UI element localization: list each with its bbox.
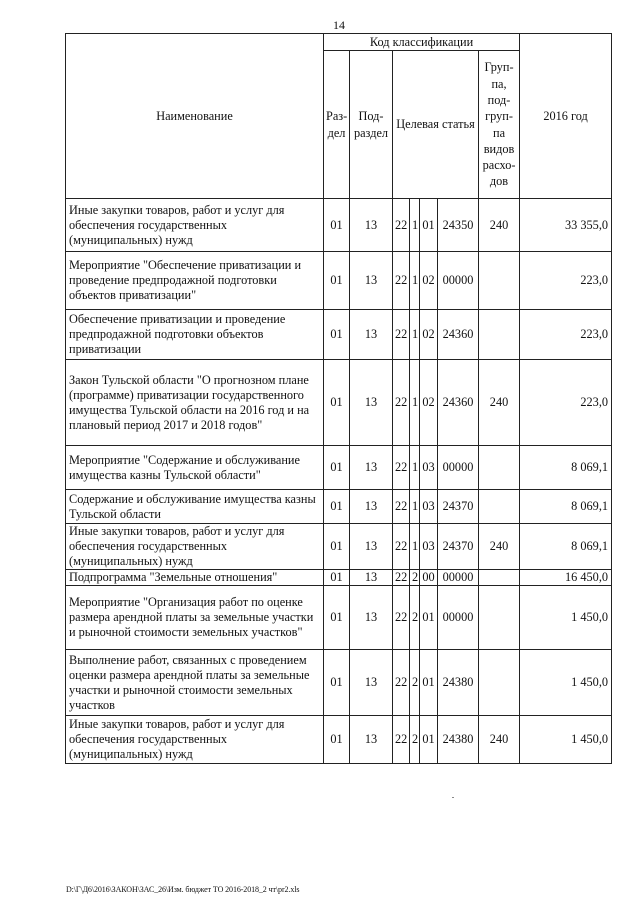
- row-podrazdel: 13: [350, 524, 393, 570]
- row-target-subprogram: 2: [410, 716, 420, 764]
- row-razdel: 01: [324, 524, 350, 570]
- row-name: Закон Тульской области "О прогнозном плане (программе) приватизации государственного имущества Тульской области на 2016 год и на плановый период 2017 и 2018 годов": [66, 360, 324, 446]
- table-row: [66, 360, 612, 446]
- table-row: [66, 570, 612, 586]
- row-razdel: 01: [324, 650, 350, 716]
- row-name: Выполнение работ, связанных с проведением оценки размера арендной платы за земельные участки и рыночной стоимости земельных участков: [66, 650, 324, 716]
- row-target-direction: 24360: [438, 310, 479, 360]
- row-expense-type: 240: [479, 360, 520, 446]
- row-razdel: 01: [324, 716, 350, 764]
- row-podrazdel: 13: [350, 252, 393, 310]
- row-target-subprogram: 2: [410, 650, 420, 716]
- row-target-subprogram: 1: [410, 524, 420, 570]
- row-target-event: 03: [420, 490, 438, 524]
- table-row: [66, 310, 612, 360]
- row-target-program: 22: [393, 360, 410, 446]
- row-razdel: 01: [324, 490, 350, 524]
- row-name: Иные закупки товаров, работ и услуг для обеспечения государственных (муниципальных) нужд: [66, 199, 324, 252]
- row-target-subprogram: 1: [410, 446, 420, 490]
- budget-table: [65, 33, 612, 764]
- header-subsection-text: Под- раздел: [353, 109, 389, 140]
- row-target-event: 02: [420, 310, 438, 360]
- row-amount: 8 069,1: [520, 490, 612, 524]
- row-podrazdel: 13: [350, 586, 393, 650]
- row-name: Мероприятие "Организация работ по оценке размера арендной платы за земельные участки и рыночной стоимости земельных участков": [66, 586, 324, 650]
- row-target-subprogram: 2: [410, 570, 420, 586]
- row-podrazdel: 13: [350, 490, 393, 524]
- row-target-program: 22: [393, 570, 410, 586]
- table-row: [66, 490, 612, 524]
- row-expense-type: [479, 586, 520, 650]
- header-row-1: [66, 34, 612, 51]
- row-amount: 1 450,0: [520, 586, 612, 650]
- row-target-subprogram: 1: [410, 490, 420, 524]
- row-target-event: 00: [420, 570, 438, 586]
- row-target-event: 01: [420, 586, 438, 650]
- row-amount: 33 355,0: [520, 199, 612, 252]
- row-target-program: 22: [393, 199, 410, 252]
- header-target-item: Целевая статья: [393, 51, 479, 199]
- row-target-program: 22: [393, 310, 410, 360]
- row-target-event: 03: [420, 446, 438, 490]
- row-expense-type: 240: [479, 199, 520, 252]
- page-number: 14: [333, 18, 345, 32]
- row-razdel: 01: [324, 199, 350, 252]
- row-target-event: 01: [420, 650, 438, 716]
- header-expense-group-text: Груп- па, под- груп- па видов расхо- дов: [482, 60, 516, 189]
- row-target-direction: 00000: [438, 570, 479, 586]
- row-target-program: 22: [393, 252, 410, 310]
- row-target-direction: 24370: [438, 490, 479, 524]
- row-podrazdel: 13: [350, 310, 393, 360]
- row-amount: 1 450,0: [520, 650, 612, 716]
- row-amount: 223,0: [520, 360, 612, 446]
- row-target-direction: 24370: [438, 524, 479, 570]
- header-classification-code: Код классификации: [324, 34, 520, 51]
- row-name: Иные закупки товаров, работ и услуг для обеспечения государственных (муниципальных) нужд: [66, 716, 324, 764]
- row-target-program: 22: [393, 716, 410, 764]
- row-target-event: 03: [420, 524, 438, 570]
- row-target-event: 02: [420, 252, 438, 310]
- header-year: 2016 год: [520, 34, 612, 199]
- row-expense-type: [479, 650, 520, 716]
- row-name: Мероприятие "Обеспечение приватизации и проведение предпродажной подготовки объектов приватизации": [66, 252, 324, 310]
- table-row: [66, 446, 612, 490]
- row-expense-type: [479, 570, 520, 586]
- row-name: Обеспечение приватизации и проведение предпродажной подготовки объектов приватизации: [66, 310, 324, 360]
- header-subsection: [350, 51, 393, 199]
- row-target-program: 22: [393, 650, 410, 716]
- row-target-direction: 24350: [438, 199, 479, 252]
- row-amount: 223,0: [520, 252, 612, 310]
- row-podrazdel: 13: [350, 650, 393, 716]
- row-expense-type: 240: [479, 716, 520, 764]
- row-razdel: 01: [324, 252, 350, 310]
- row-podrazdel: 13: [350, 716, 393, 764]
- row-target-program: 22: [393, 446, 410, 490]
- table-row: [66, 650, 612, 716]
- row-target-event: 01: [420, 716, 438, 764]
- row-amount: 8 069,1: [520, 524, 612, 570]
- row-target-direction: 24360: [438, 360, 479, 446]
- table-row: [66, 586, 612, 650]
- table-row: [66, 252, 612, 310]
- row-name: Подпрограмма "Земельные отношения": [66, 570, 324, 586]
- row-target-event: 01: [420, 199, 438, 252]
- row-target-direction: 24380: [438, 716, 479, 764]
- header-expense-group: [479, 51, 520, 199]
- row-target-subprogram: 1: [410, 310, 420, 360]
- row-target-subprogram: 2: [410, 586, 420, 650]
- row-target-direction: 24380: [438, 650, 479, 716]
- header-name: Наименование: [66, 34, 324, 199]
- table-row: [66, 524, 612, 570]
- row-expense-type: [479, 490, 520, 524]
- row-target-event: 02: [420, 360, 438, 446]
- row-target-direction: 00000: [438, 252, 479, 310]
- row-name: Иные закупки товаров, работ и услуг для обеспечения государственных (муниципальных) нужд: [66, 524, 324, 570]
- row-name: Содержание и обслуживание имущества казны Тульской области: [66, 490, 324, 524]
- row-amount: 8 069,1: [520, 446, 612, 490]
- scan-speck: [452, 797, 454, 798]
- row-amount: 16 450,0: [520, 570, 612, 586]
- row-expense-type: [479, 446, 520, 490]
- row-target-program: 22: [393, 490, 410, 524]
- header-section-text: Раз- дел: [326, 109, 348, 140]
- footer-file-path: D:\Г\Д6\2016\ЗАКОН\ЗАС_26\Изм. бюджет ТО 2016-2018_2 чт\pr2.xls: [66, 885, 300, 894]
- row-expense-type: 240: [479, 524, 520, 570]
- row-amount: 223,0: [520, 310, 612, 360]
- row-target-program: 22: [393, 586, 410, 650]
- row-razdel: 01: [324, 310, 350, 360]
- row-podrazdel: 13: [350, 360, 393, 446]
- table-row: [66, 716, 612, 764]
- row-target-subprogram: 1: [410, 252, 420, 310]
- row-podrazdel: 13: [350, 570, 393, 586]
- row-target-subprogram: 1: [410, 199, 420, 252]
- header-section: [324, 51, 350, 199]
- row-target-subprogram: 1: [410, 360, 420, 446]
- row-expense-type: [479, 310, 520, 360]
- row-razdel: 01: [324, 360, 350, 446]
- row-razdel: 01: [324, 586, 350, 650]
- row-amount: 1 450,0: [520, 716, 612, 764]
- row-podrazdel: 13: [350, 199, 393, 252]
- row-name: Мероприятие "Содержание и обслуживание имущества казны Тульской области": [66, 446, 324, 490]
- row-razdel: 01: [324, 446, 350, 490]
- row-target-direction: 00000: [438, 586, 479, 650]
- row-razdel: 01: [324, 570, 350, 586]
- row-target-direction: 00000: [438, 446, 479, 490]
- row-target-program: 22: [393, 524, 410, 570]
- row-expense-type: [479, 252, 520, 310]
- row-podrazdel: 13: [350, 446, 393, 490]
- table-row: [66, 199, 612, 252]
